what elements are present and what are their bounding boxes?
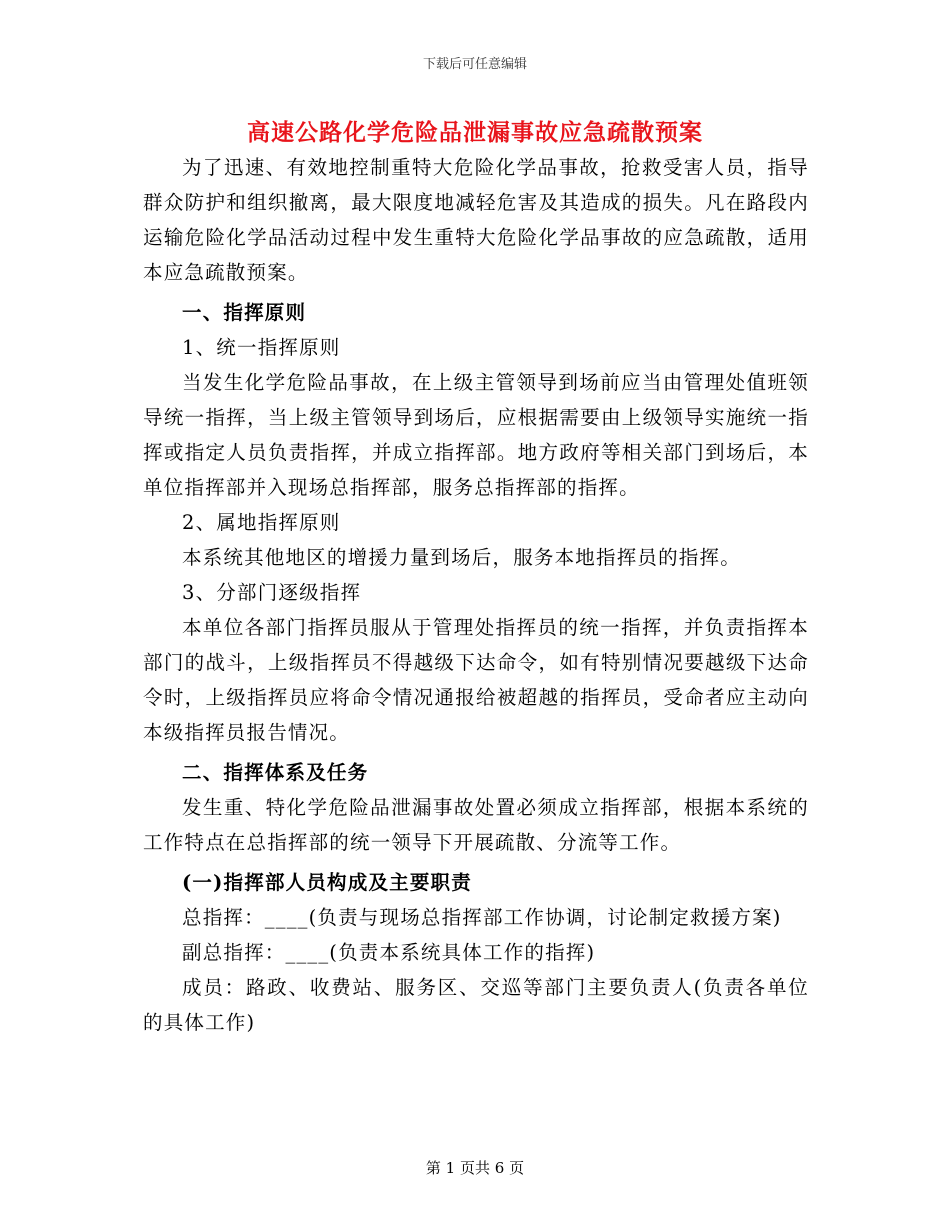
section-heading-1: 一、指挥原则: [182, 301, 307, 324]
paragraph-5: 总指挥：____(负责与现场总指挥部工作协调，讨论制定救援方案): [182, 906, 782, 929]
subsection-heading-3: 3、分部门逐级指挥: [182, 581, 362, 604]
subsection-heading-1: 1、统一指挥原则: [182, 336, 341, 359]
section-heading-3: (一)指挥部人员构成及主要职责: [182, 871, 472, 894]
page-footer: 第 1 页共 6 页: [425, 1159, 525, 1177]
section-heading-2: 二、指挥体系及任务: [182, 761, 369, 784]
paragraph-7: 成员：路政、收费站、服务区、交巡等部门主要负责人(负责各单位的具体工作): [143, 976, 809, 1034]
paragraph-3: 本单位各部门指挥员服从于管理处指挥员的统一指挥，并负责指挥本部门的战斗，上级指挥员不得越级下达命令，如有特别情况要越级下达命令时，上级指挥员应将命令情况通报给被超越的指挥员，受命者应主动向本级指挥员报告情况。: [143, 616, 809, 744]
paragraph-1: 当发生化学危险品事故，在上级主管领导到场前应当由管理处值班领导统一指挥，当上级主管领导到场后，应根据需要由上级领导实施统一指挥或指定人员负责指挥，并成立指挥部。地方政府等相关部门到场后，本单位指挥部并入现场总指挥部，服务总指挥部的指挥。: [143, 371, 809, 499]
paragraph-2: 本系统其他地区的增援力量到场后，服务本地指挥员的指挥。: [182, 546, 741, 569]
document-body: [143, 150, 809, 1040]
paragraph-4: 发生重、特化学危险品泄漏事故处置必须成立指挥部，根据本系统的工作特点在总指挥部的统一领导下开展疏散、分流等工作。: [143, 796, 809, 854]
page-header-note: 下载后可任意编辑: [422, 57, 527, 72]
subsection-heading-2: 2、属地指挥原则: [182, 511, 341, 534]
intro-paragraph: 为了迅速、有效地控制重特大危险化学品事故，抢救受害人员，指导群众防护和组织撤离，最大限度地减轻危害及其造成的损失。凡在路段内运输危险化学品活动过程中发生重特大危险化学品事故的应急疏散，适用本应急疏散预案。: [143, 156, 809, 284]
paragraph-6: 副总指挥：____(负责本系统具体工作的指挥): [182, 941, 596, 964]
document-title: 高速公路化学危险品泄漏事故应急疏散预案: [247, 119, 703, 146]
